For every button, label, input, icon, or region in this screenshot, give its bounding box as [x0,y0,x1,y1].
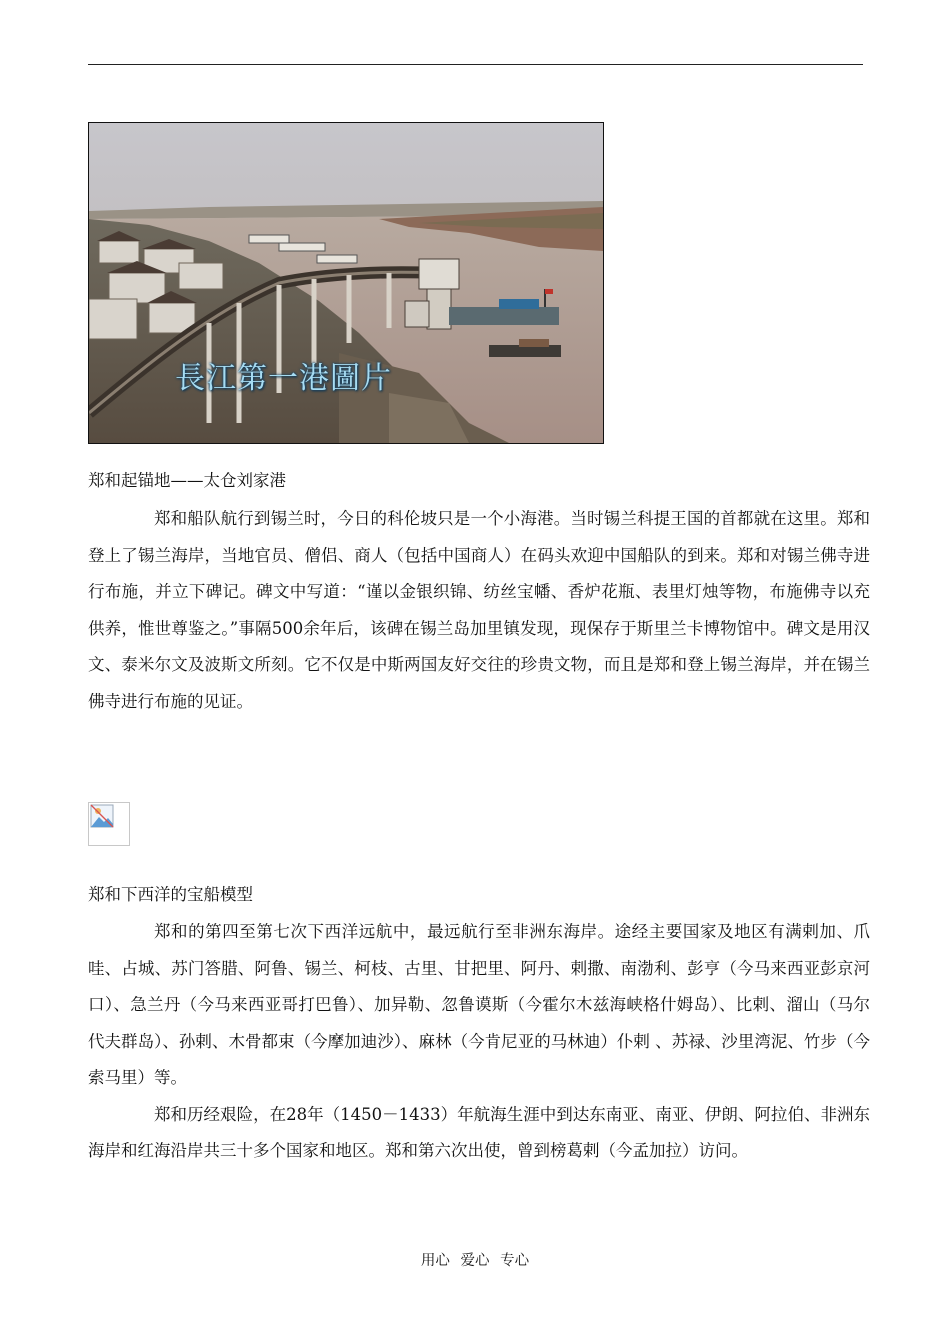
paragraph-sri-lanka [88,501,870,720]
figure2-caption: 郑和下西洋的宝船模型 [88,885,253,904]
figure1-caption: 郑和起锚地——太仓刘家港 [88,471,286,490]
paragraph-text: 郑和船队航行到锡兰时，今日的科伦坡只是一个小海港。当时锡兰科提王国的首都就在这里。郑和登上了锡兰海岸，当地官员、僧侣、商人（包括中国商人）在码头欢迎中国船队的到来。郑和对锡兰佛寺进行布施，并立下碑记。碑文中写道：“谨以金银织锦、纺丝宝幡、香炉花瓶、表里灯烛等物，布施佛寺以充供养，惟世尊鉴之。”事隔500余年后，该碑在锡兰岛加里镇发现，现保存于斯里兰卡博物馆中。碑文是用汉文、泰米尔文及波斯文所刻。它不仅是中斯两国友好交往的珍贵文物，而且是郑和登上锡兰海岸，并在锡兰佛寺进行布施的见证。 [88,509,870,711]
broken-image-glyph [90,804,116,830]
broken-image-icon [88,802,130,846]
header-rule [88,64,863,65]
page-footer: 用心 爱心 专心 [420,1253,530,1269]
photo-overlay-text: 長江第一港圖片 [175,361,392,396]
paragraph-text: 郑和历经艰险，在28年（1450－1433）年航海生涯中到达东南亚、南亚、伊朗、阿拉伯、非洲东海岸和红海沿岸共三十多个国家和地区。郑和第六次出使，曾到榜葛剌（今孟加拉）访问。 [88,1104,870,1160]
paragraph-text: 郑和的第四至第七次下西洋远航中，最远航行至非洲东海岸。途经主要国家及地区有满剌加、爪哇、占城、苏门答腊、阿鲁、锡兰、柯枝、古里、甘把里、阿丹、剌撒、南渤利、彭亨（今马来西亚彭京河口）、急兰丹（今马来西亚哥打巴鲁）、加异勒、忽鲁谟斯（今霍尔木兹海峡格什姆岛）、比剌、溜山（马尔代夫群岛）、孙剌、木骨都束（今摩加迪沙）、麻林（今肯尼亚的马林迪）仆剌 、苏禄、沙里湾泥、竹步（今索马里）等。 [88,922,870,1087]
river-port-photo [88,122,604,444]
paragraph-voyages [88,914,870,1170]
